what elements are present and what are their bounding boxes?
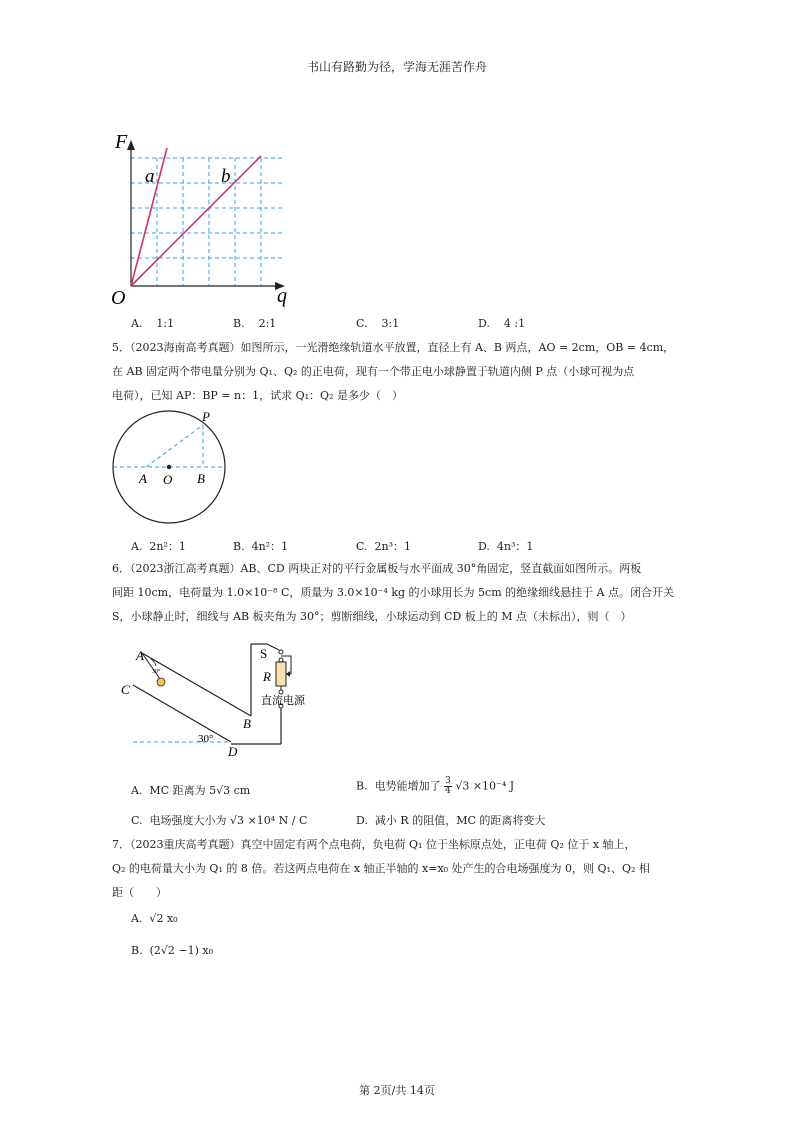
point-o-label: O (163, 472, 173, 487)
point-a-label: A (139, 471, 147, 486)
plate-c-label: C (121, 682, 130, 697)
point-p-label: P (202, 409, 210, 424)
q6-option-c[interactable]: C. 电场强度大小为 √3 ×10⁴ N / C (131, 814, 308, 827)
fraction-numerator: 3 (445, 776, 451, 786)
q6-option-b-fraction (444, 777, 452, 796)
angle-plate-label: 30° (198, 733, 214, 745)
q5-line-3: 电荷），已知 AP：BP = n：1，试求 Q₁：Q₂ 是多少（ ） (112, 389, 403, 402)
fraction-denominator: 4 (445, 786, 451, 796)
axis-f-label: F (115, 131, 128, 153)
q5-option-b[interactable]: B. 4n²：1 (233, 540, 289, 553)
q6-line-3: S，小球静止时，细线与 AB 板夹角为 30°；剪断细线，小球运动到 CD 板上的 M 点（未标出），则（ ） (112, 610, 632, 623)
axis-q-label: q (277, 285, 287, 307)
angle-thread-label: 30° (152, 669, 161, 675)
page-footer: 第 2页/共 14页 (359, 1084, 435, 1097)
plate-d-label: D (228, 744, 238, 759)
q7-line-2: Q₂ 的电荷量大小为 Q₁ 的 8 倍。若这两点电荷在 x 轴正半轴的 x=x₀ 处产生的合电场强度为 0，则 Q₁、Q₂ 相 (112, 862, 650, 875)
page-header: 书山有路勤为径，学海无涯苦作舟 (306, 60, 487, 74)
line-b-label: b (221, 166, 231, 187)
q5-option-a[interactable]: A. 2n²：1 (131, 540, 186, 553)
f-q-graph (105, 128, 305, 310)
origin-label: O (111, 287, 126, 309)
q6-option-b-post: √3 ×10⁻⁴ J (455, 779, 515, 793)
q6-option-b[interactable] (356, 777, 514, 796)
q6-plates-figure (115, 632, 325, 760)
q6-line-2: 间距 10cm，电荷量为 1.0×10⁻⁸ C，质量为 3.0×10⁻⁴ kg 的小球用长为 5cm 的绝缘细线悬挂于 A 点。闭合开关 (112, 586, 675, 599)
plate-b-label: B (243, 716, 251, 731)
q7-line-1: 7．（2023重庆高考真题）真空中固定有两个点电荷，负电荷 Q₁ 位于坐标原点处，正电荷 Q₂ 位于 x 轴上， (112, 838, 636, 851)
q5-circle-figure (108, 407, 234, 531)
q4-option-d[interactable]: D. 4 :1 (478, 317, 526, 330)
switch-s-label: S (260, 646, 268, 661)
q7-line-3: 距（ ） (112, 886, 167, 899)
resistor-r-label: R (263, 669, 271, 684)
q5-option-d[interactable]: D. 4n³：1 (478, 540, 534, 553)
q5-line-2: 在 AB 固定两个带电量分别为 Q₁、Q₂ 的正电荷，现有一个带正电小球静置于轨道内侧 P 点（小球可视为点 (112, 365, 635, 378)
plate-a-label: A (136, 648, 144, 663)
point-b-label: B (197, 471, 205, 486)
q6-line-1: 6．（2023浙江高考真题）AB、CD 两块正对的平行金属板与水平面成 30°角固定，竖直截面如图所示。两板 (112, 562, 642, 575)
q4-option-c[interactable]: C. 3:1 (356, 317, 400, 330)
power-source-label: 直流电源 (261, 695, 305, 707)
q4-option-a[interactable]: A. 1:1 (131, 317, 175, 330)
q6-option-a[interactable]: A. MC 距离为 5√3 cm (131, 784, 251, 797)
line-a-label: a (145, 166, 155, 187)
q5-option-c[interactable]: C. 2n³：1 (356, 540, 412, 553)
q6-option-d[interactable]: D. 减小 R 的阻值，MC 的距离将变大 (356, 814, 546, 827)
q4-option-b[interactable]: B. 2:1 (233, 317, 277, 330)
q6-option-b-pre: B. 电势能增加了 (356, 779, 441, 793)
q7-option-b[interactable]: B. (2√2 −1) x₀ (131, 944, 213, 957)
q7-option-a[interactable]: A. √2 x₀ (131, 912, 178, 925)
q5-line-1: 5．（2023海南高考真题）如图所示，一光滑绝缘轨道水平放置，直径上有 A、B 两点，AO = 2cm，OB = 4cm， (112, 341, 675, 354)
